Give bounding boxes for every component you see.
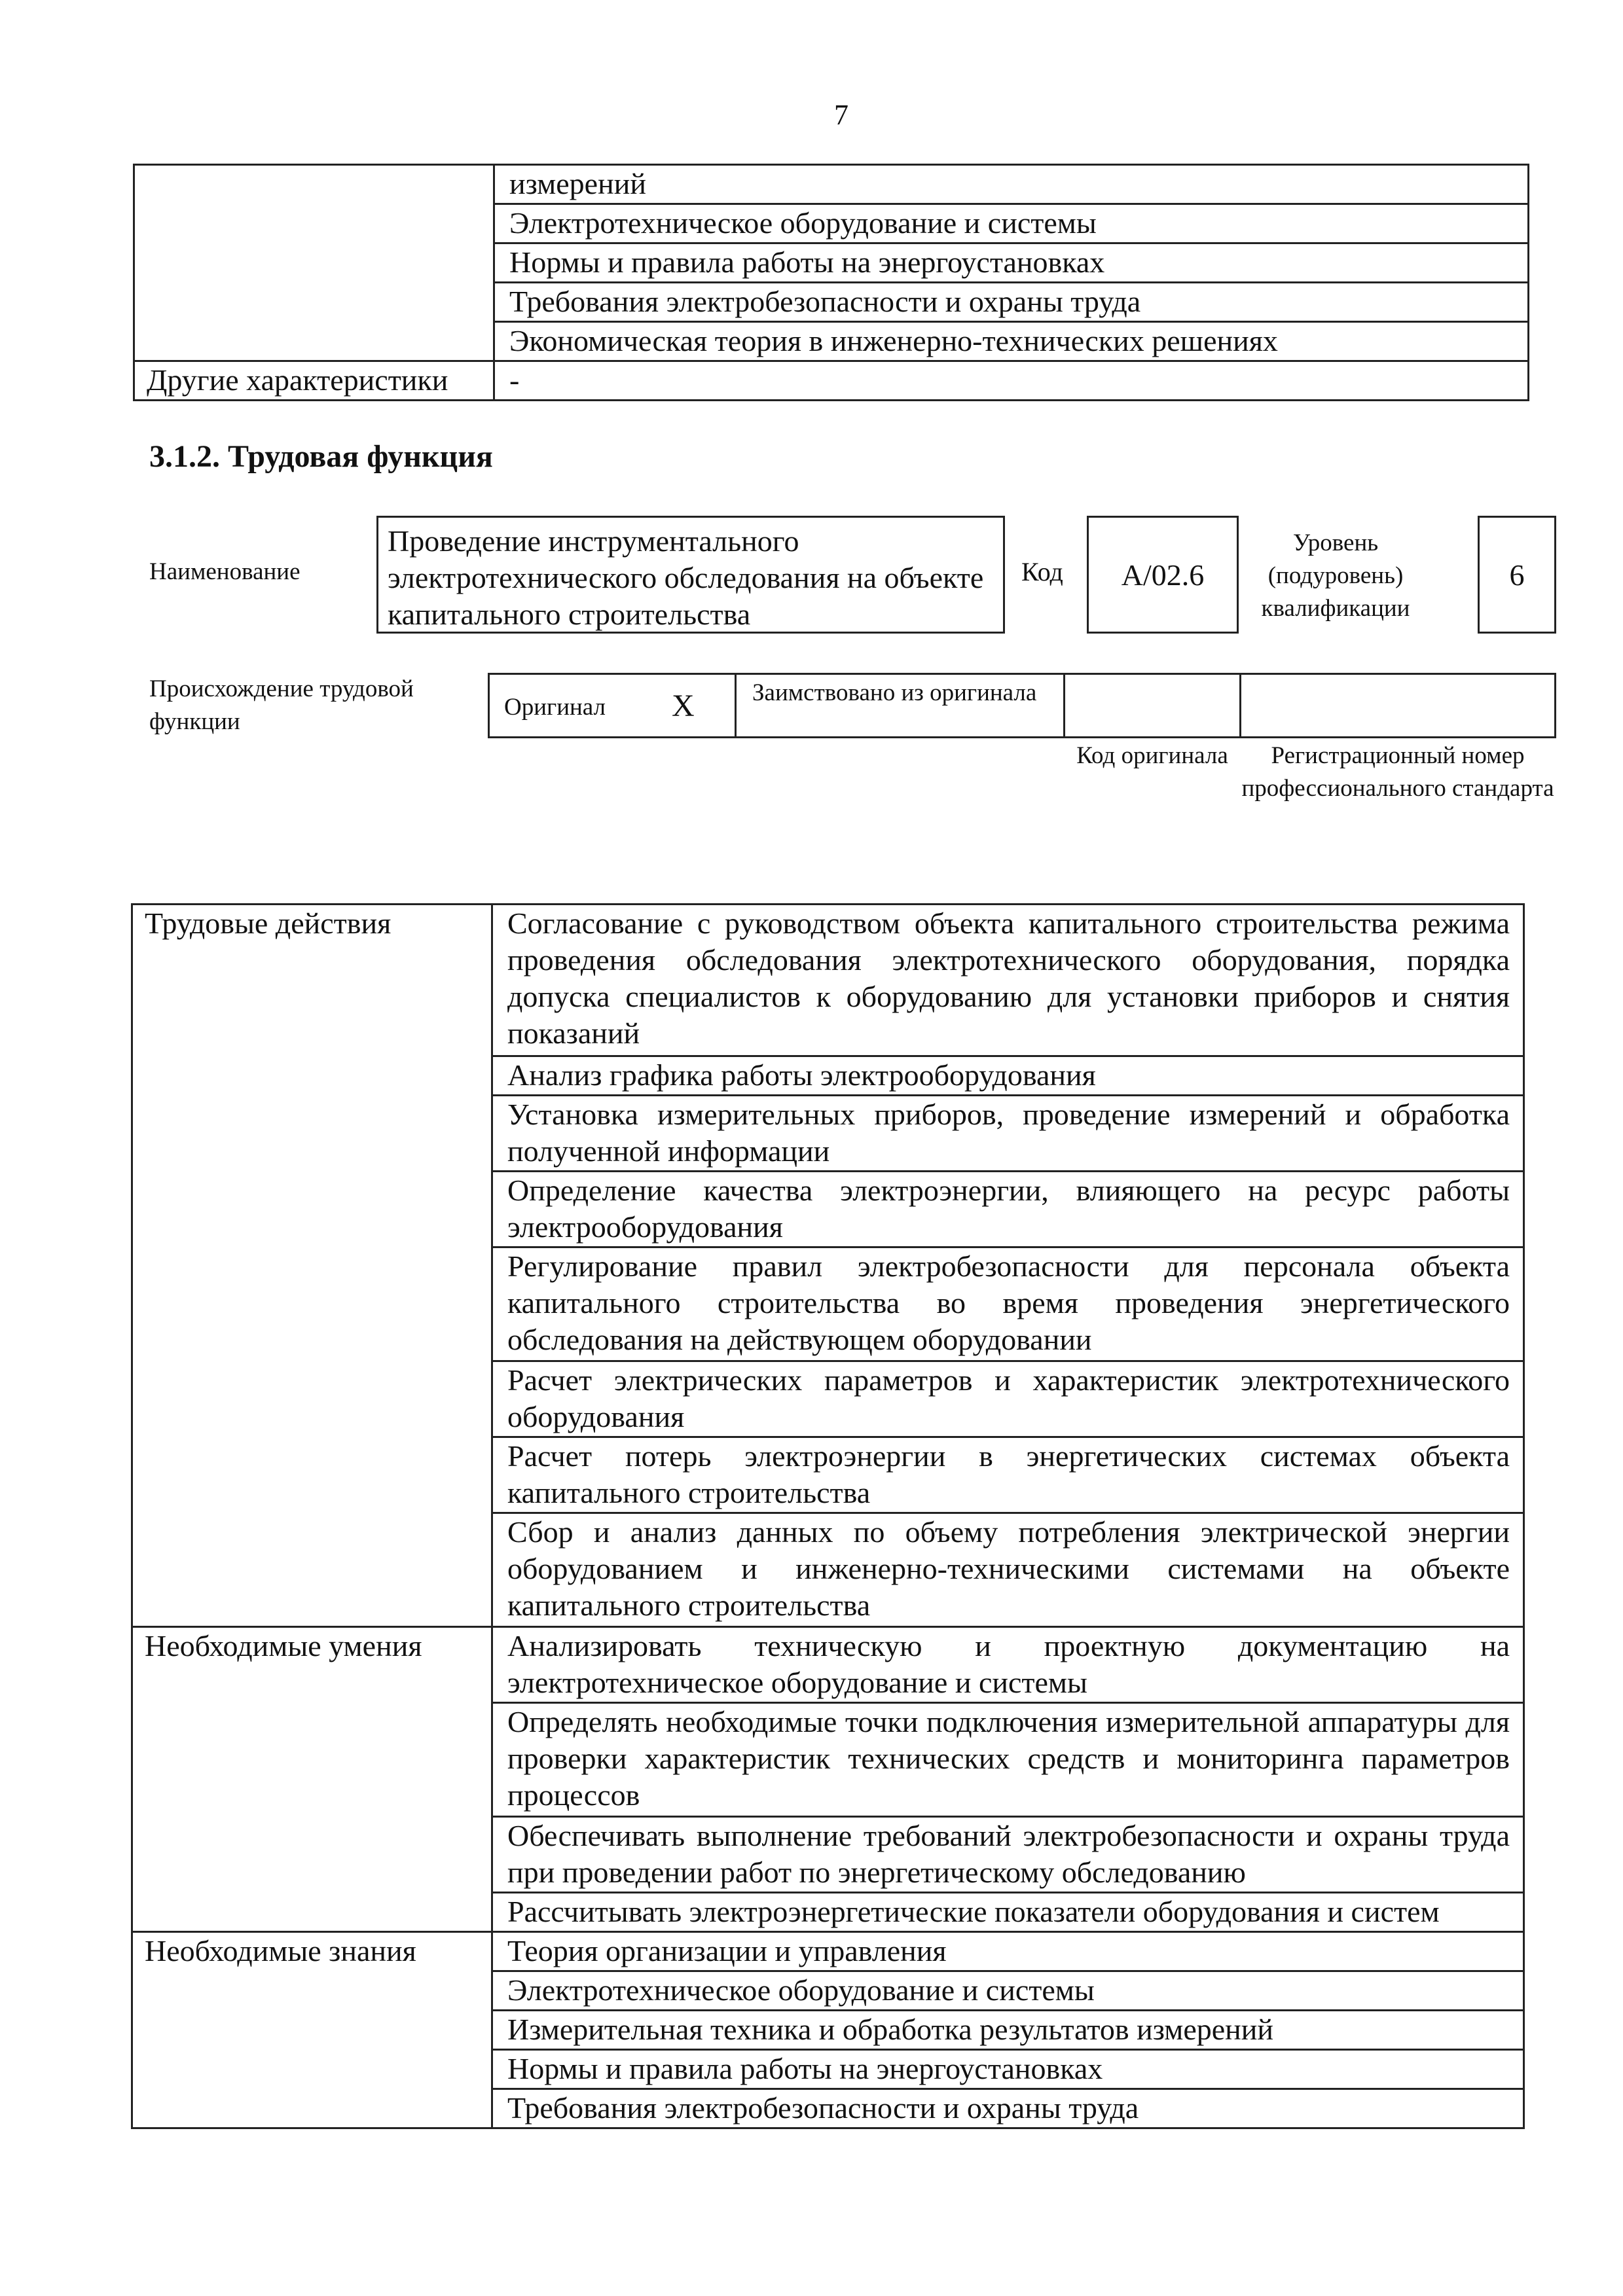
code-caption: Код оригинала <box>1076 742 1228 769</box>
action-item: Регулирование правил электробезопасности для персонала объекта капитального строительства во время проведения энергетического обследования на действующем оборудовании <box>492 1247 1524 1361</box>
actions-label: Трудовые действия <box>132 905 492 1627</box>
function-details-table <box>131 903 1525 2129</box>
section-heading: 3.1.2. Трудовая функция <box>149 439 493 474</box>
name-label: Наименование <box>149 558 301 585</box>
origin-label: Происхождение трудовой функции <box>149 675 414 735</box>
other-characteristics-value: - <box>494 361 1529 401</box>
knowledge-item: Электротехническое оборудование и системы <box>492 1971 1524 2011</box>
action-item: Расчет потерь электроэнергии в энергетических системах объекта капитального строительства <box>492 1437 1524 1513</box>
level-value: 6 <box>1509 558 1525 592</box>
skill-item: Определять необходимые точки подключения измерительной аппаратуры для проверки характеристик технических средств и мониторинга параметров процессов <box>492 1703 1524 1817</box>
knowledge-item: Требования электробезопасности и охраны труда <box>492 2089 1524 2128</box>
action-item: Согласование с руководством объекта капитального строительства режима проведения обследования электротехнического оборудования, порядка допуска специалистов к оборудованию для установки приборов и снятия показаний <box>492 905 1524 1056</box>
function-name-box: Проведение инструментального электротехнического обследования на объекте капитального строительства <box>376 516 1005 634</box>
action-item: Установка измерительных приборов, проведение измерений и обработка полученной информации <box>492 1096 1524 1172</box>
code-value: А/02.6 <box>1121 558 1205 592</box>
table-cell: измерений <box>494 165 1529 204</box>
table-cell: Нормы и правила работы на энергоустановках <box>494 243 1529 283</box>
table-cell: Экономическая теория в инженерно-технических решениях <box>494 322 1529 361</box>
knowledge-label: Необходимые знания <box>132 1932 492 2128</box>
original-mark: X <box>672 689 695 723</box>
knowledge-continuation-table <box>133 164 1529 401</box>
skills-label: Необходимые умения <box>132 1627 492 1932</box>
borrowed-cell: Заимствовано из оригинала <box>735 673 1065 738</box>
action-item: Анализ графика работы электрооборудования <box>492 1056 1524 1096</box>
level-box <box>1478 516 1556 634</box>
table-cell: Электротехническое оборудование и системы <box>494 204 1529 243</box>
registration-caption: Регистрационный номер профессионального стандарта <box>1241 742 1554 802</box>
level-label: Уровень (подуровень) квалификации <box>1261 529 1410 622</box>
knowledge-item: Нормы и правила работы на энергоустановках <box>492 2050 1524 2089</box>
original-code-cell <box>1063 673 1241 738</box>
skill-item: Рассчитывать электроэнергетические показатели оборудования и систем <box>492 1893 1524 1932</box>
original-cell <box>488 673 737 738</box>
action-item: Сбор и анализ данных по объему потребления электрической энергии оборудованием и инженерно-техническими системами на объекте капитального строительства <box>492 1513 1524 1627</box>
knowledge-item: Теория организации и управления <box>492 1932 1524 1971</box>
code-label: Код <box>1021 557 1063 586</box>
page-number: 7 <box>834 99 848 131</box>
skill-item: Анализировать техническую и проектную документацию на электротехническое оборудование и системы <box>492 1627 1524 1703</box>
original-label: Оригинал <box>504 694 606 721</box>
action-item: Определение качества электроэнергии, влияющего на ресурс работы электрооборудования <box>492 1172 1524 1247</box>
table-cell: Требования электробезопасности и охраны труда <box>494 283 1529 322</box>
skill-item: Обеспечивать выполнение требований электробезопасности и охраны труда при проведении работ по энергетическому обследованию <box>492 1817 1524 1893</box>
code-box <box>1087 516 1239 634</box>
action-item: Расчет электрических параметров и характеристик электротехнического оборудования <box>492 1361 1524 1437</box>
other-characteristics-label: Другие характеристики <box>134 361 494 401</box>
registration-number-cell <box>1239 673 1556 738</box>
knowledge-item: Измерительная техника и обработка результатов измерений <box>492 2011 1524 2050</box>
empty-label-cell <box>134 165 494 361</box>
